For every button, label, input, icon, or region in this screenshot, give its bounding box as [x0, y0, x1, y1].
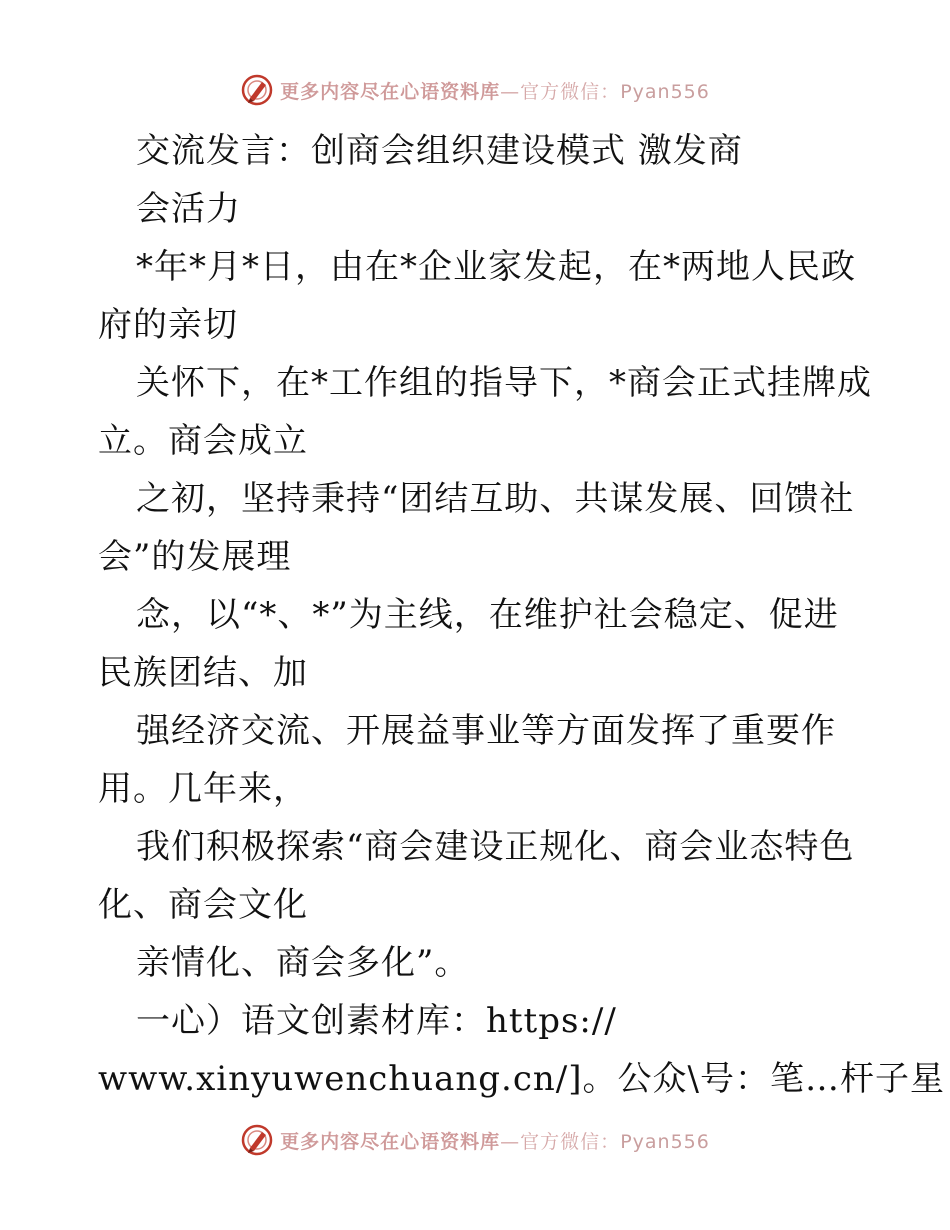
text-line: 关怀下，在*工作组的指导下，*商会正式挂牌成: [136, 363, 872, 403]
text-line: 民族团结、加: [98, 653, 308, 693]
header-brand-text: 更多内容尽在心语资料库: [280, 80, 501, 103]
text-line: 一心）语文创素材库：https://: [136, 1001, 617, 1041]
footer-banner: [0, 1120, 950, 1160]
footer-banner-text: [280, 1127, 710, 1154]
header-official-label: 官方微信：: [520, 80, 621, 103]
text-line: 念，以“*、*”为主线，在维护社会稳定、促进: [136, 595, 839, 635]
header-banner-text: [280, 77, 710, 104]
text-line: *年*月*日，由在*企业家发起，在*两地人民政: [136, 247, 856, 287]
text-line: 用。几年来，: [98, 769, 308, 809]
text-line: 立。商会成立: [98, 421, 308, 461]
text-line: www.xinyuwenchuang.cn/]。公众\号：笔…杆子星: [98, 1059, 945, 1099]
header-banner: [0, 70, 950, 110]
text-line: 之初，坚持秉持“团结互助、共谋发展、回馈社: [136, 479, 855, 519]
document-body: [98, 122, 945, 1108]
text-line: 化、商会文化: [98, 885, 308, 925]
pen-logo-icon: [240, 1123, 274, 1157]
text-line: 我们积极探索“商会建设正规化、商会业态特色: [136, 827, 855, 867]
text-line: 交流发言：创商会组织建设模式 激发商: [136, 131, 743, 171]
text-line: 亲情化、商会多化”。: [136, 943, 470, 983]
header-wechat-id: Pyan556: [620, 80, 710, 103]
header-dash: —: [500, 80, 521, 103]
footer-dash: —: [500, 1130, 521, 1153]
text-line: 强经济交流、开展益事业等方面发挥了重要作: [136, 711, 836, 751]
text-line: 会活力: [136, 189, 241, 229]
footer-wechat-id: Pyan556: [620, 1130, 710, 1153]
footer-official-label: 官方微信：: [520, 1130, 621, 1153]
footer-brand-text: 更多内容尽在心语资料库: [280, 1130, 501, 1153]
text-line: 会”的发展理: [98, 537, 292, 577]
text-line: 府的亲切: [98, 305, 238, 345]
pen-logo-icon: [240, 73, 274, 107]
